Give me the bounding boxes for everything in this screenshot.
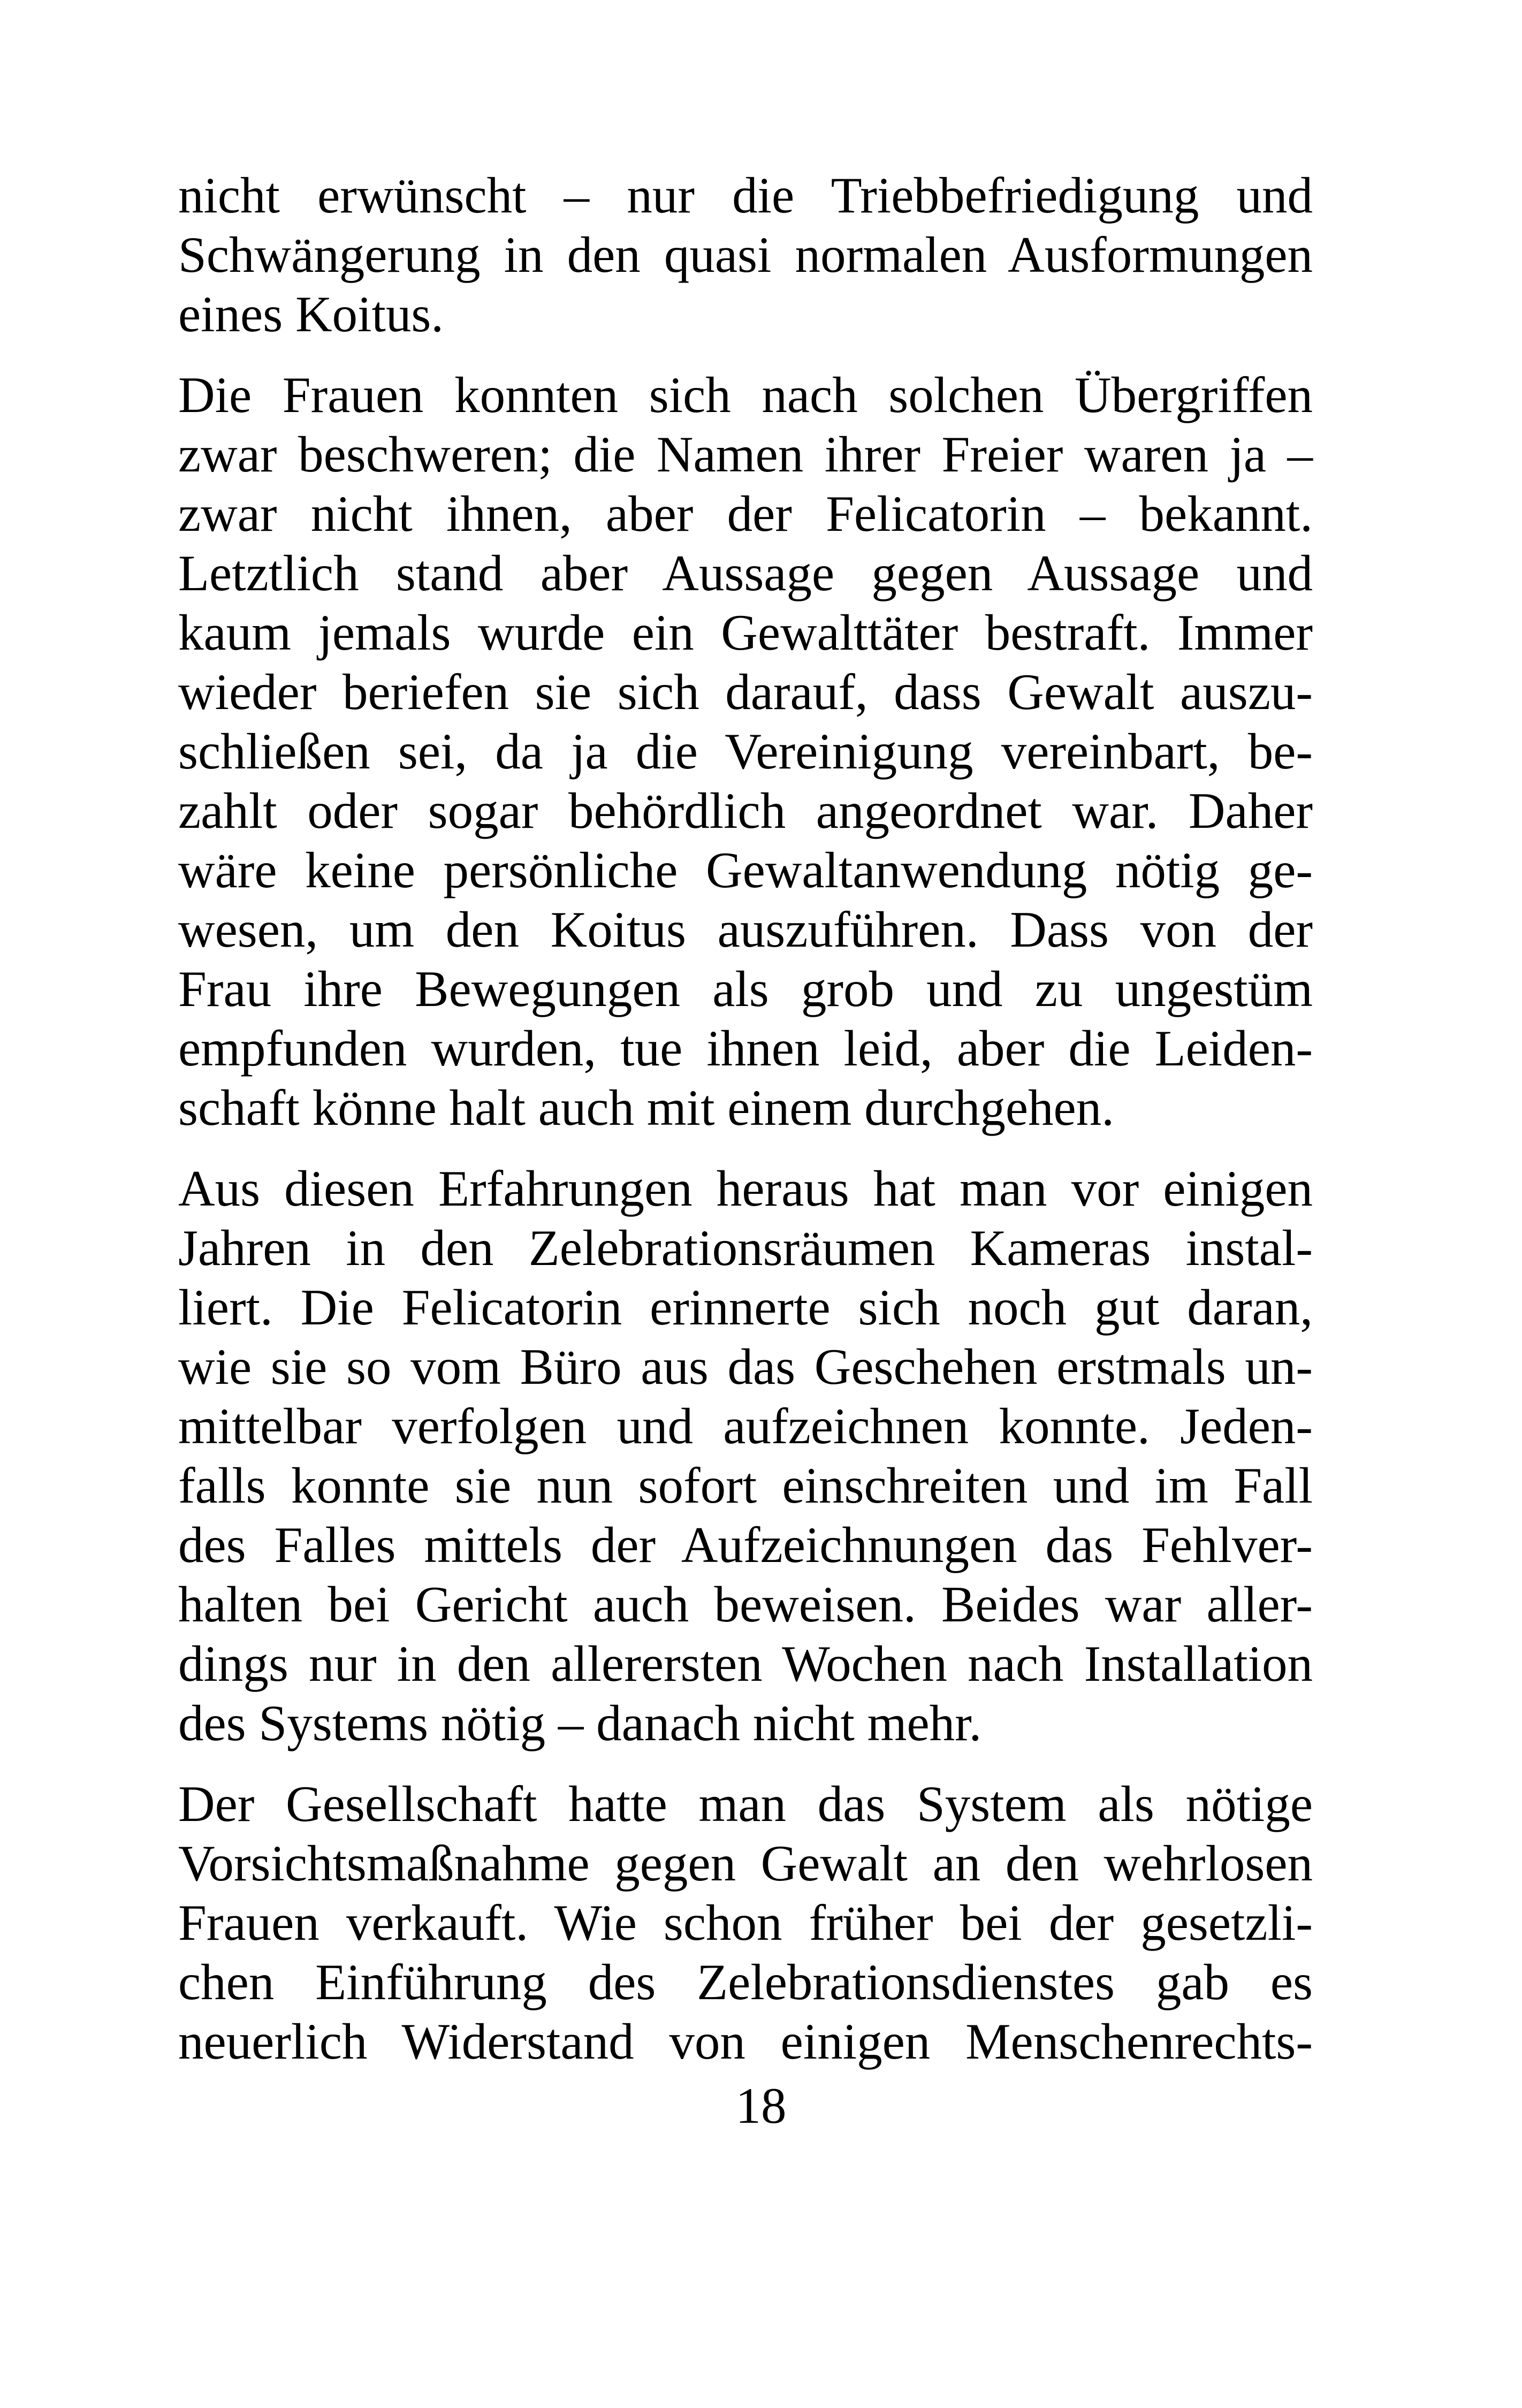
text-line: falls konnte sie nun sofort einschreiten und im Fall <box>178 1457 1313 1514</box>
text-line: halten bei Gericht auch beweisen. Beides war aller- <box>178 1576 1313 1633</box>
text-line: Frau ihre Bewegungen als grob und zu ungestüm <box>178 961 1313 1017</box>
paragraph <box>178 365 1313 1138</box>
text-line: mittelbar verfolgen und aufzeichnen konnte. Jeden- <box>178 1398 1313 1454</box>
page-number: 18 <box>735 2077 787 2134</box>
text-line: Der Gesellschaft hatte man das System als nötige <box>178 1775 1313 1832</box>
text-line: des Falles mittels der Aufzeichnungen das Fehlver- <box>178 1517 1313 1573</box>
text-line: chen Einführung des Zelebrationsdienstes gab es <box>178 1954 1313 2010</box>
text-line: wieder beriefen sie sich darauf, dass Gewalt auszu- <box>178 664 1313 720</box>
text-line: Letztlich stand aber Aussage gegen Aussage und <box>178 545 1313 601</box>
paragraph-gap <box>178 344 1313 365</box>
text-line: Aus diesen Erfahrungen heraus hat man vor einigen <box>178 1160 1313 1217</box>
paragraph-gap <box>178 1138 1313 1159</box>
text-line: schließen sei, da ja die Vereinigung vereinbart, be- <box>178 723 1313 780</box>
text-line: kaum jemals wurde ein Gewalttäter bestraft. Immer <box>178 604 1313 661</box>
text-line: des Systems nötig – danach nicht mehr. <box>178 1695 982 1751</box>
body-text <box>178 166 1313 2071</box>
text-line: liert. Die Felicatorin erinnerte sich noch gut daran, <box>178 1279 1313 1336</box>
text-line: Vorsichtsmaßnahme gegen Gewalt an den wehrlosen <box>178 1835 1313 1892</box>
text-line: empfunden wurden, tue ihnen leid, aber die Leiden- <box>178 1020 1313 1077</box>
text-line: Jahren in den Zelebrationsräumen Kameras instal- <box>178 1220 1313 1276</box>
text-line: wie sie so vom Büro aus das Geschehen erstmals un- <box>178 1338 1313 1395</box>
paragraph <box>178 1159 1313 1753</box>
paragraph-gap <box>178 1753 1313 1774</box>
text-line: nicht erwünscht – nur die Triebbefriedigung und <box>178 167 1313 224</box>
text-line: wesen, um den Koitus auszuführen. Dass von der <box>178 901 1313 958</box>
text-line: Die Frauen konnten sich nach solchen Übergriffen <box>178 367 1313 423</box>
text-line: eines Koitus. <box>178 286 444 342</box>
text-line: zwar nicht ihnen, aber der Felicatorin – bekannt. <box>178 485 1313 542</box>
paragraph <box>178 1774 1313 2071</box>
text-line: neuerlich Widerstand von einigen Menschenrechts- <box>178 2013 1313 2070</box>
paragraph <box>178 166 1313 344</box>
text-line: zahlt oder sogar behördlich angeordnet war. Daher <box>178 782 1313 839</box>
text-line: Schwängerung in den quasi normalen Ausformungen <box>178 226 1313 283</box>
text-line: wäre keine persönliche Gewaltanwendung nötig ge- <box>178 842 1313 898</box>
text-line: schaft könne halt auch mit einem durchgehen. <box>178 1079 1114 1136</box>
text-line: Frauen verkauft. Wie schon früher bei der gesetzli- <box>178 1894 1313 1951</box>
text-line: zwar beschweren; die Namen ihrer Freier waren ja – <box>178 426 1313 483</box>
text-line: dings nur in den allerersten Wochen nach Installation <box>178 1635 1313 1692</box>
